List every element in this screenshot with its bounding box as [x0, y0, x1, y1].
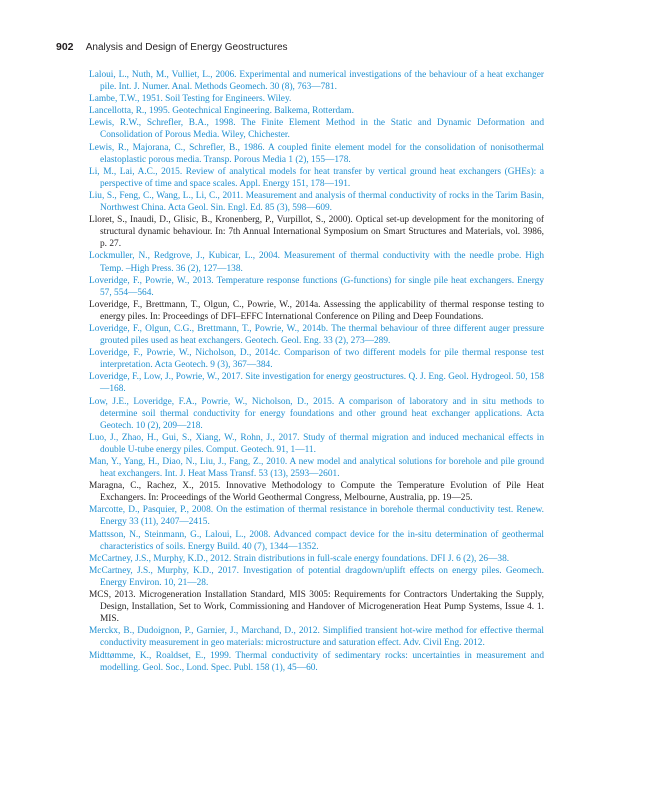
reference-entry-link[interactable]: Lockmuller, N., Redgrove, J., Kubicar, L., 2004. Measurement of thermal conductivity with the needle probe. High Temp. –High Press. 36 (2), 127—138. — [89, 251, 544, 274]
reference-entry: Lloret, S., Inaudi, D., Glisic, B., Kronenberg, P., Vurpillot, S., 2000). Optical set-up development for the monitoring of structural dynamic behaviour. In: 7th Annual International Symposium on Smart Structures and Materials, vol. 3986, p. 27. — [89, 215, 544, 250]
reference-entry-link[interactable]: McCartney, J.S., Murphy, K.D., 2012. Strain distributions in full-scale energy foundations. DFI J. 6 (2), 26—38. — [89, 553, 510, 564]
reference-entry: MCS, 2013. Microgeneration Installation Standard, MIS 3005: Requirements for Contractors Undertaking the Supply, Design, Installation, Set to Work, Commissioning and Handover of Microgeneration Heat Pump Systems, Issue 4. 1. MIS. — [89, 590, 544, 625]
reference-entry-link[interactable]: Mattsson, N., Steinmann, G., Laloui, L., 2008. Advanced compact device for the in-situ determination of geothermal characteristics of soils. Energy Build. 40 (7), 1344—1352. — [89, 529, 544, 552]
reference-entry-link[interactable]: Li, M., Lai, A.C., 2015. Review of analytical models for heat transfer by vertical ground heat exchangers (GHEs): a perspective of time and space scales. Appl. Energy 151, 178—191. — [89, 166, 544, 189]
reference-entry-link[interactable]: Lambe, T.W., 1951. Soil Testing for Engineers. Wiley. — [89, 94, 292, 105]
running-header — [56, 41, 288, 53]
reference-entry-link[interactable]: McCartney, J.S., Murphy, K.D., 2017. Investigation of potential dragdown/uplift effects on energy piles. Geomech. Energy Environ. 10, 21—28. — [89, 565, 544, 588]
reference-entry-link[interactable]: Loveridge, F., Low, J., Powrie, W., 2017. Site investigation for energy geostructures. Q. J. Eng. Geol. Hydrogeol. 50, 158—168. — [89, 372, 544, 395]
running-title: Analysis and Design of Energy Geostructures — [85, 42, 288, 53]
reference-entry-link[interactable]: Lancellotta, R., 1995. Geotechnical Engineering. Balkema, Rotterdam. — [89, 106, 354, 117]
reference-entry-link[interactable]: Loveridge, F., Powrie, W., Nicholson, D., 2014c. Comparison of two different models for pile thermal response test interpretation. Acta Geotech. 9 (3), 367—384. — [89, 348, 544, 371]
reference-list — [89, 69, 544, 674]
reference-entry-link[interactable]: Merckx, B., Dudoignon, P., Garnier, J., Marchand, D., 2012. Simplified transient hot-wire method for effective thermal conductivity measurement in geo materials: microstructure and saturation effect. Adv. Civil Eng. 2012. — [89, 626, 544, 649]
reference-entry-link[interactable]: Midttømme, K., Roaldset, E., 1999. Thermal conductivity of sedimentary rocks: uncertainties in measurement and modelling. Geol. Soc., Lond. Spec. Publ. 158 (1), 45—60. — [89, 650, 544, 673]
reference-entry-link[interactable]: Loveridge, F., Powrie, W., 2013. Temperature response functions (G-functions) for single pile heat exchangers. Energy 57, 554—564. — [89, 275, 544, 298]
reference-entry-link[interactable]: Man, Y., Yang, H., Diao, N., Liu, J., Fang, Z., 2010. A new model and analytical solutions for borehole and pile ground heat exchangers. Int. J. Heat Mass Transf. 53 (13), 2593—2601. — [89, 457, 544, 480]
reference-entry-link[interactable]: Liu, S., Feng, C., Wang, L., Li, C., 2011. Measurement and analysis of thermal conductivity of rocks in the Tarim Basin, Northwest China. Acta Geol. Sin. Engl. Ed. 85 (3), 598—609. — [89, 190, 544, 214]
reference-entry-link[interactable]: Loveridge, F., Olgun, C.G., Brettmann, T., Powrie, W., 2014b. The thermal behaviour of three different auger pressure grouted piles used as heat exchangers. Geotech. Geol. Eng. 33 (2), 273—289. — [89, 323, 544, 347]
reference-entry-link[interactable]: Marcotte, D., Pasquier, P., 2008. On the estimation of thermal resistance in borehole thermal conductivity test. Renew. Energy 33 (11), 2407—2415. — [89, 505, 544, 528]
reference-entry: Loveridge, F., Brettmann, T., Olgun, C., Powrie, W., 2014a. Assessing the applicability of thermal response testing to energy piles. In: Proceedings of DFI–EFFC International Conference on Piling and Deep Foundations. — [89, 299, 544, 322]
reference-entry-link[interactable]: Low, J.E., Loveridge, F.A., Powrie, W., Nicholson, D., 2015. A comparison of laboratory and in situ methods to determine soil thermal conductivity for energy foundations and other ground heat exchanger applications. Acta Geotech. 10 (2), 209—218. — [89, 396, 544, 431]
reference-entry-link[interactable]: Luo, J., Zhao, H., Gui, S., Xiang, W., Rohn, J., 2017. Study of thermal migration and induced mechanical effects in double U-tube energy piles. Comput. Geotech. 91, 1—11. — [89, 432, 544, 455]
reference-entry-link[interactable]: Laloui, L., Nuth, M., Vulliet, L., 2006. Experimental and numerical investigations of the behaviour of a heat exchanger pile. Int. J. Numer. Anal. Methods Geomech. 30 (8), 763—781. — [89, 70, 544, 93]
page-number: 902 — [56, 41, 74, 53]
reference-entry-link[interactable]: Lewis, R., Majorana, C., Schrefler, B., 1986. A coupled finite element model for the consolidation of nonisothermal elastoplastic porous media. Transp. Porous Media 1 (2), 155—178. — [89, 142, 544, 165]
reference-entry-link[interactable]: Lewis, R.W., Schrefler, B.A., 1998. The Finite Element Method in the Static and Dynamic Deformation and Consolidation of Porous Media. Wiley, Chichester. — [89, 118, 544, 141]
reference-entry: Maragna, C., Rachez, X., 2015. Innovative Methodology to Compute the Temperature Evolution of Pile Heat Exchangers. In: Proceedings of the World Geothermal Congress, Melbourne, Australia, pp. 19—25. — [89, 481, 544, 504]
